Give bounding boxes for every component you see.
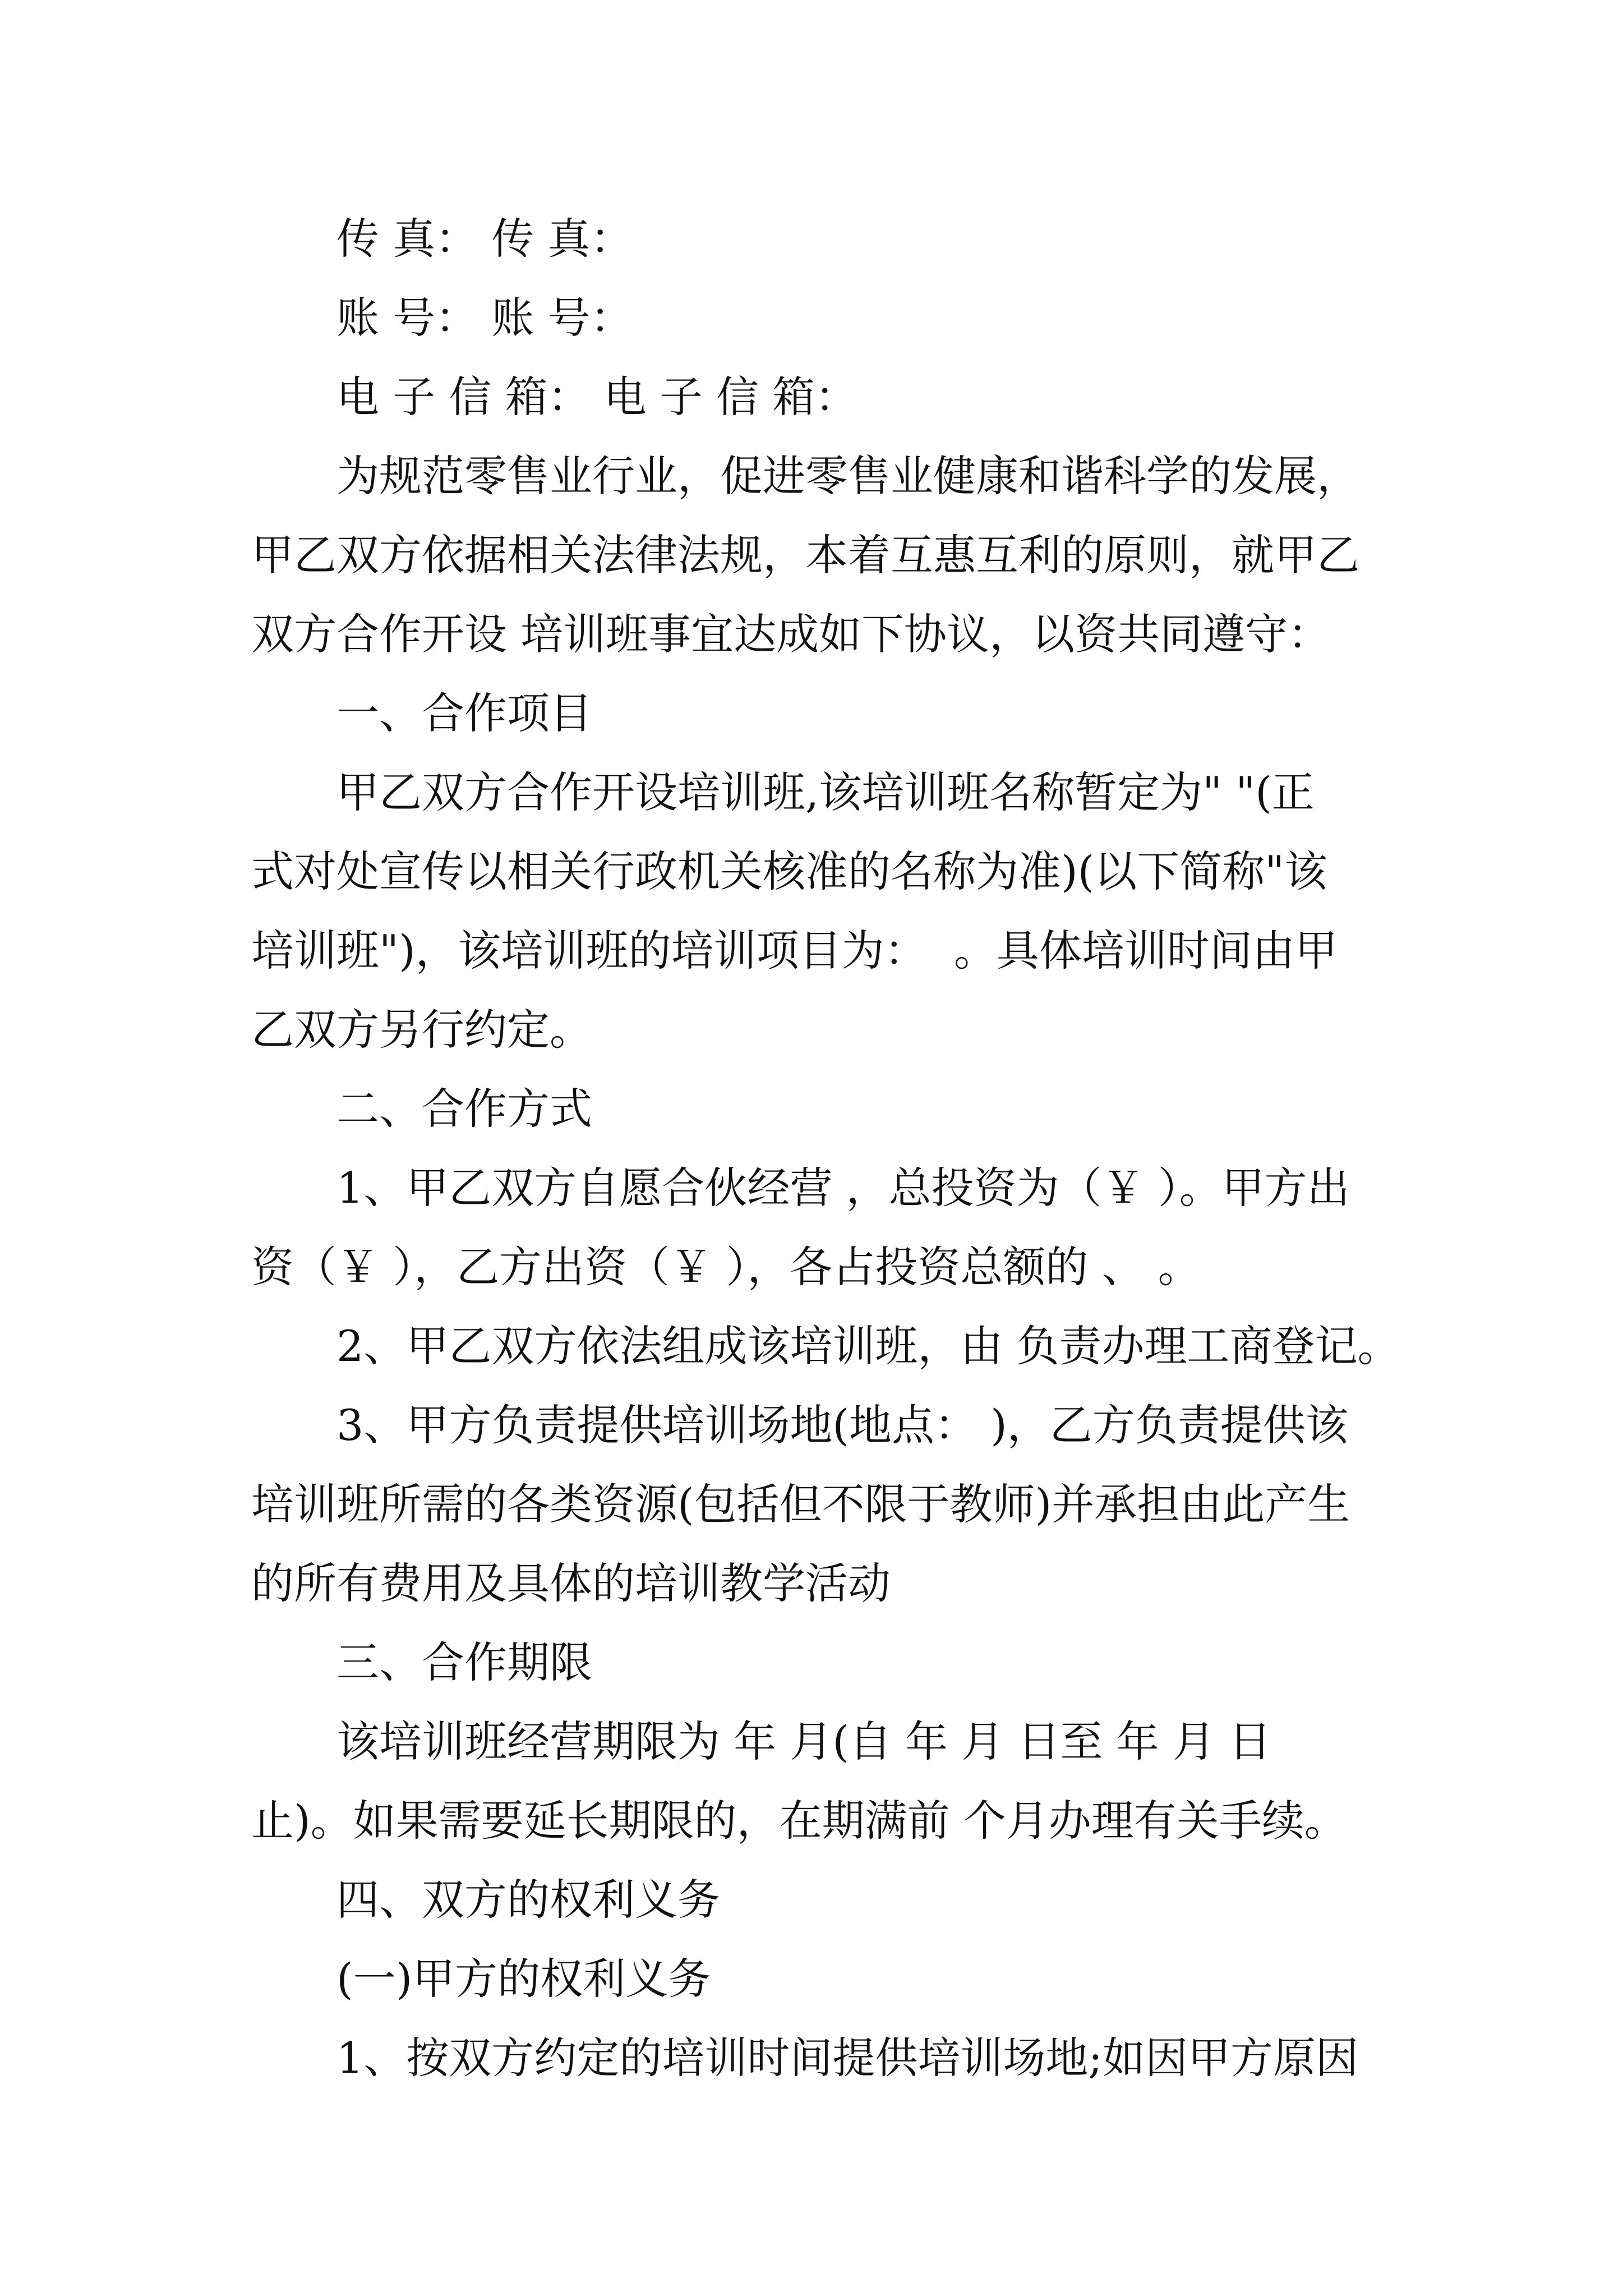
paragraph-line: 培训班")，该培训班的培训项目为： 。具体培训时间由甲 [251,926,1338,976]
section-heading: 一、合作项目 [336,688,592,738]
document-body [251,199,1400,2097]
clause-line: 资（￥ ），乙方出资（￥ ），各占投资总额的 、 。 [251,1242,1201,1292]
section-heading: 四、双方的权利义务 [336,1875,720,1925]
section-heading: 三、合作期限 [336,1637,592,1687]
paragraph-line: 乙双方另行约定。 [251,1005,592,1055]
email-line: 电 子 信 箱： 电 子 信 箱： [336,372,858,422]
clause-line: 1、甲乙双方自愿合伙经营 ，总投资为（￥ ）。甲方出 [336,1163,1350,1213]
section-heading: 二、合作方式 [336,1084,592,1134]
paragraph-line: 双方合作开设 培训班事宜达成如下协议，以资共同遵守： [251,609,1331,659]
paragraph-line: 止)。如果需要延长期限的，在期满前 个月办理有关手续。 [251,1796,1347,1846]
clause-line: 2、甲乙双方依法组成该培训班，由 负责办理工商登记。 [336,1321,1400,1371]
account-line: 账 号： 账 号： [336,293,633,343]
clause-line: 3、甲方负责提供培训场地(地点： )，乙方负责提供该 [336,1400,1348,1450]
paragraph-line: 该培训班经营期限为 年 月(自 年 月 日至 年 月 日 [336,1717,1271,1766]
clause-line: 1、按双方约定的培训时间提供培训场地;如因甲方原因 [336,2033,1358,2083]
paragraph-line: 甲乙双方合作开设培训班,该培训班名称暂定为" "(正 [336,767,1315,817]
fax-line: 传 真： 传 真： [336,214,633,264]
clause-line: 的所有费用及具体的培训教学活动 [251,1558,891,1608]
paragraph-line: 为规范零售业行业，促进零售业健康和谐科学的发展， [336,451,1359,501]
subsection-heading: (一)甲方的权利义务 [336,1954,711,2004]
paragraph-line: 式对处宣传以相关行政机关核准的名称为准)(以下简称"该 [251,846,1327,896]
paragraph-line: 甲乙双方依据相关法律法规，本着互惠互利的原则，就甲乙 [251,530,1359,580]
clause-line: 培训班所需的各类资源(包括但不限于教师)并承担由此产生 [251,1479,1350,1529]
